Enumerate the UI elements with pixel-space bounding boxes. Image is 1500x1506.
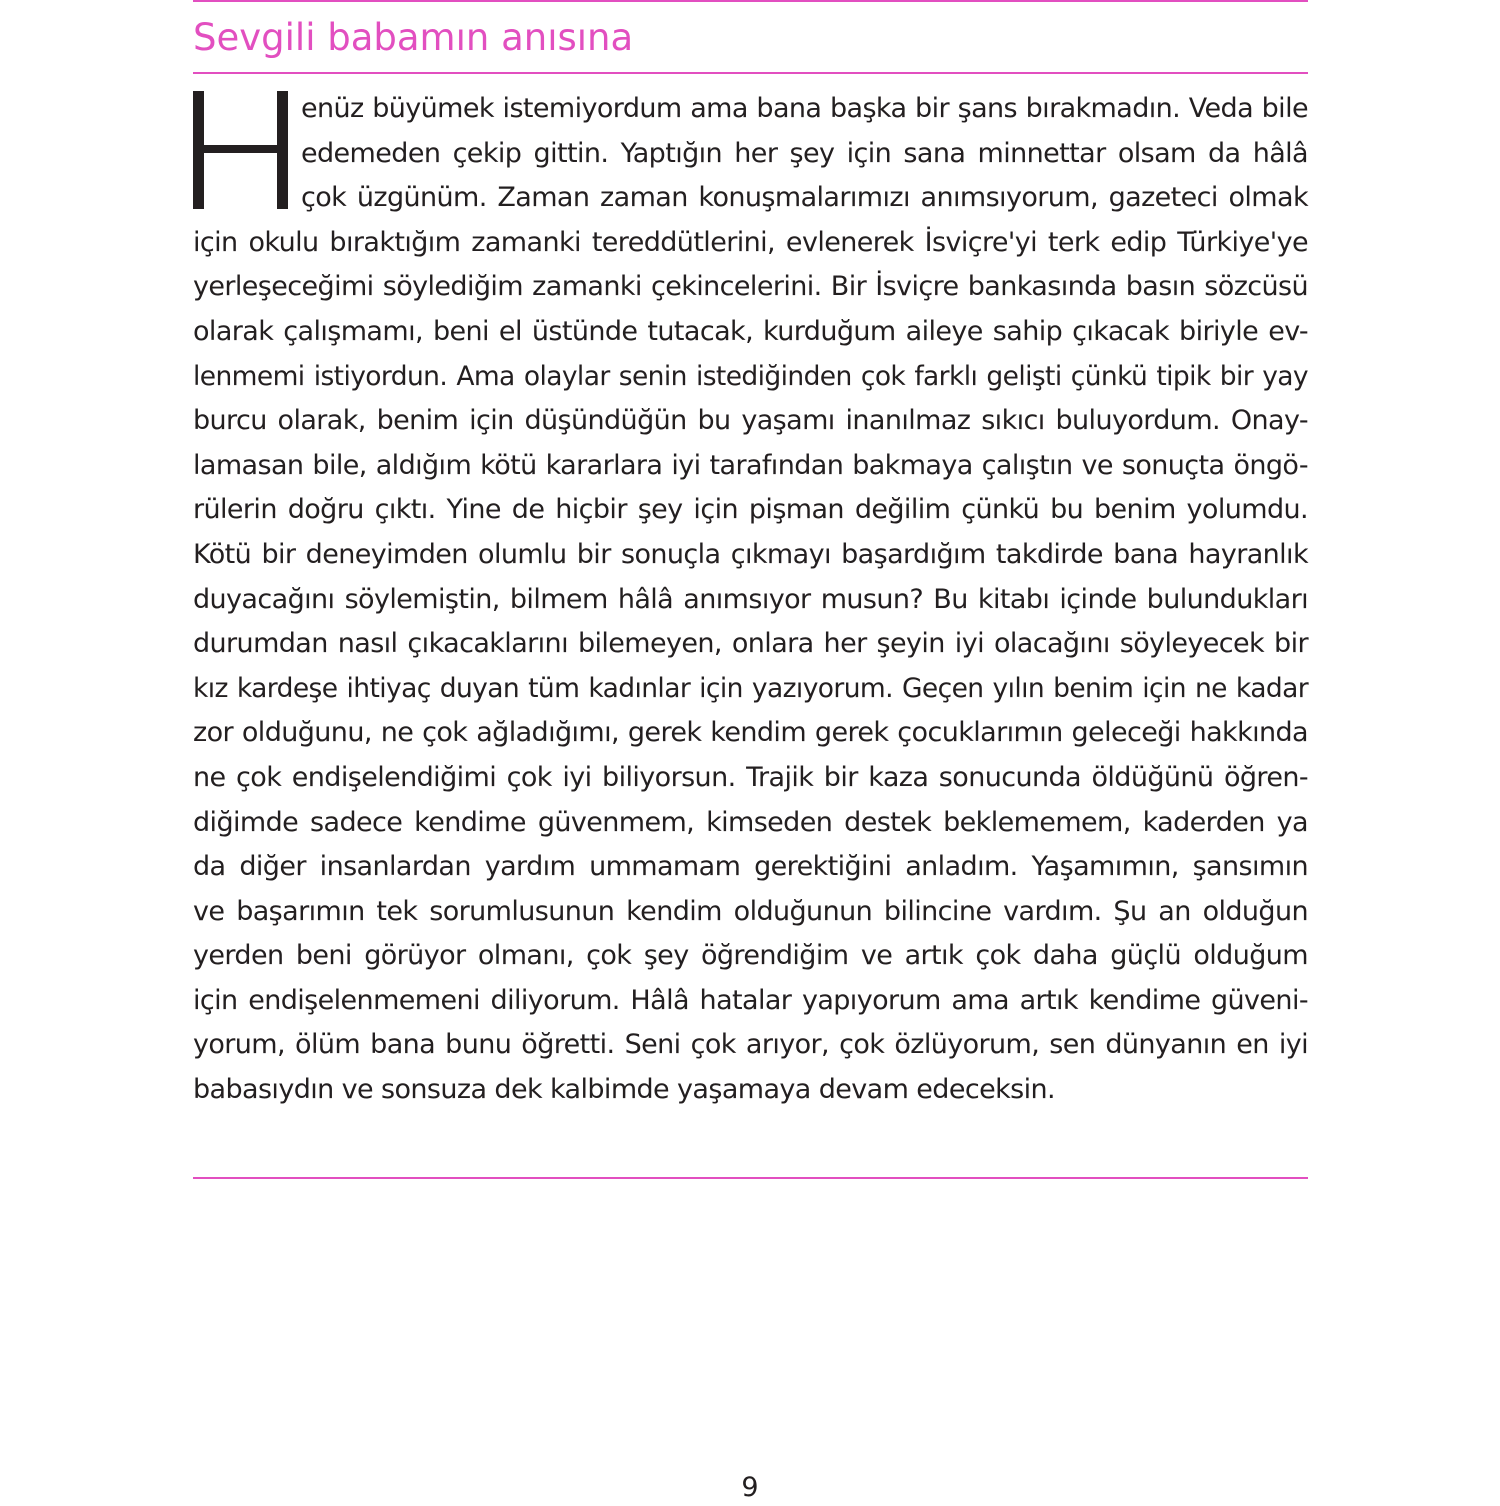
paragraph-line: çok üzgünüm. Zaman zaman konuşmalarımızı anımsıyorum, gazeteci olmak xyxy=(301,182,1308,214)
page-number: 9 xyxy=(741,1472,759,1503)
page-title: Sevgili babamın anısına xyxy=(193,16,634,59)
paragraph-line: yorum, ölüm bana bunu öğretti. Seni çok arıyor, çok özlüyorum, sen dünyanın en iyi xyxy=(193,1029,1308,1061)
paragraph-line: edemeden çekip gittin. Yaptığın her şey için sana minnettar olsam da hâlâ xyxy=(301,137,1308,169)
paragraph-line: Kötü bir deneyimden olumlu bir sonuçla çıkmayı başardığım takdirde bana hayranlık xyxy=(193,538,1308,570)
paragraph-line: yerden beni görüyor olmanı, çok şey öğrendiğim ve artık çok daha güçlü olduğum xyxy=(193,940,1308,972)
paragraph-line: kız kardeşe ihtiyaç duyan tüm kadınlar için yazıyorum. Geçen yılın benim için ne kadar xyxy=(193,672,1308,704)
bottom-rule xyxy=(193,1177,1308,1179)
paragraph-line: için okulu bıraktığım zamanki tereddütlerini, evlenerek İsviçre'yi terk edip Türkiye'ye xyxy=(193,226,1308,258)
paragraph-line: ne çok endişelendiğimi çok iyi biliyorsun. Trajik bir kaza sonucunda öldüğünü öğren- xyxy=(193,761,1308,793)
paragraph-line: da diğer insanlardan yardım ummamam gerektiğini anladım. Yaşamımın, şansımın xyxy=(193,851,1308,883)
paragraph-line: rülerin doğru çıktı. Yine de hiçbir şey için pişman değilim çünkü bu benim yolumdu. xyxy=(193,494,1308,526)
paragraph-line: burcu olarak, benim için düşündüğün bu yaşamı inanılmaz sıkıcı buluyordum. Onay- xyxy=(193,405,1308,437)
paragraph-line: için endişelenmemeni diliyorum. Hâlâ hatalar yapıyorum ama artık kendime güveni- xyxy=(193,984,1308,1016)
paragraph-line: lenmemi istiyordun. Ama olaylar senin istediğinden çok farklı gelişti çünkü tipik bir yay xyxy=(193,360,1308,392)
paragraph-line: zor olduğunu, ne çok ağladığımı, gerek kendim gerek çocuklarımın geleceği hakkında xyxy=(193,717,1308,749)
paragraph-line: durumdan nasıl çıkacaklarını bilemeyen, onlara her şeyin iyi olacağını söyleyecek bir xyxy=(193,628,1308,660)
paragraph-line: lamasan bile, aldığım kötü kararlara iyi tarafından bakmaya çalıştın ve sonuçta öngö- xyxy=(193,449,1308,481)
paragraph-line: enüz büyümek istemiyordum ama bana başka bir şans bırakmadın. Veda bile xyxy=(301,93,1308,124)
dedication-paragraph xyxy=(193,87,1308,1113)
paragraph-line: ve başarımın tek sorumlusunun kendim olduğunun bilincine vardım. Şu an olduğun xyxy=(193,895,1308,927)
paragraph-line: babasıydın ve sonsuza dek kalbimde yaşamaya devam edeceksin. xyxy=(193,1074,1056,1106)
top-rule xyxy=(193,0,1308,2)
paragraph-line: duyacağını söylemiştin, bilmem hâlâ anımsıyor musun? Bu kitabı içinde bulundukları xyxy=(193,583,1308,615)
paragraph-line: diğimde sadece kendime güvenmem, kimseden destek beklememem, kaderden ya xyxy=(193,806,1308,838)
paragraph-line: olarak çalışmamı, beni el üstünde tutacak, kurduğum aileye sahip çıkacak biriyle ev- xyxy=(193,315,1308,347)
paragraph-line: yerleşeceğimi söylediğim zamanki çekincelerini. Bir İsviçre bankasında basın sözcüsü xyxy=(193,271,1308,303)
title-underline-rule xyxy=(193,72,1308,74)
